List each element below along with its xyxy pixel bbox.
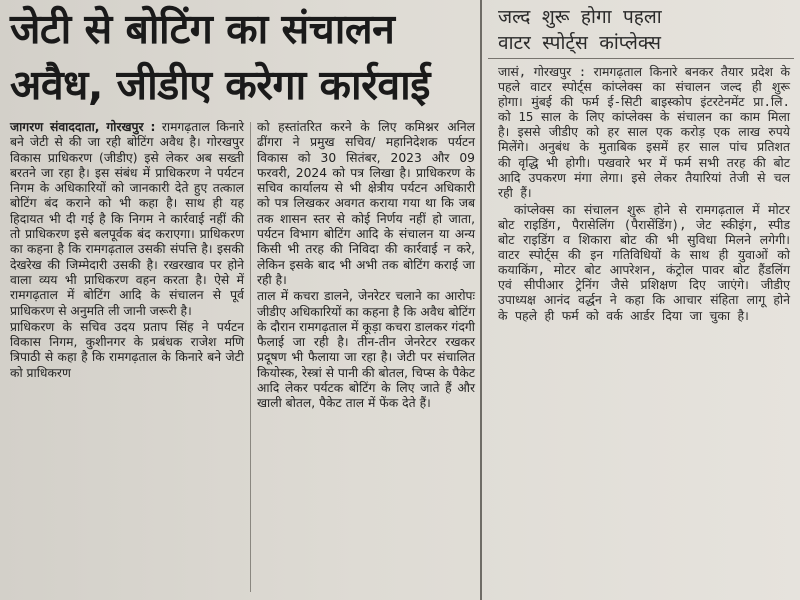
paragraph-text: को हस्तांतरित करने के लिए कमिश्नर अनिल ढींगरा ने प्रमुख सचिव/ महानिदेशक पर्यटन विकास को 30 सितंबर, 2023 और 09 फरवरी, 2024 को पत्र लिखा है। प्राधिकरण के सचिव कार्यालय से भी क्षेत्रीय पर्यटन अधिकारी को पत्र लिखकर अवगत कराया गया था कि जब तक शासन स्तर से कोई निर्णय नहीं हो जाता, पर्यटन विभाग बोटिंग आदि के संचालन या अन्य किसी भी तरह की निविदा की कार्रवाई न करे, लेकिन इसके बाद भी अभी तक बोटिंग कराई जा रही है। <box>257 120 475 287</box>
side-article <box>488 0 794 600</box>
paragraph <box>257 289 475 411</box>
side-headline-rule <box>488 58 794 59</box>
paragraph: जासं, गोरखपुर : रामगढ़ताल किनारे बनकर तैयार प्रदेश के पहले वाटर स्पोर्ट्स कांप्लेक्स का संचालन जल्द ही शुरू होगा। मुंबई की फर्म ई-सिटी बाइस्कोप इंटरटेनमेंट प्रा.लि. को 15 साल के लिए कांप्लेक्स के संचालन का काम मिला है। इससे जीडीए को हर साल एक करोड़ एक लाख रुपये मिलेंगे। अनुबंध के मुताबिक इसमें हर साल पांच प्रतिशत की वृद्धि भी होगी। पखवारे भर में फर्म सभी तरह की बोट आदि उपकरण मंगा लेगा। इसे लेकर तैयारियां तेजी से चल रही हैं। <box>498 64 790 200</box>
byline: जागरण संवाददाता, गोरखपुर : <box>10 120 156 134</box>
article-divider <box>480 0 482 600</box>
paragraph-text: ताल में कचरा डालने, जेनरेटर चलाने का आरोपः जीडीए अधिकारियों का कहना है कि अवैध बोटिंग के दौरान रामगढ़ताल में कूड़ा कचरा डालकर गंदगी फैलाई जा रही है। तीन-तीन जेनरेटर रखकर प्रदूषण भी फैलाया जा रहा है। जेटी पर संचालित कियोस्क, रेस्त्रां से पानी की बोतल, चिप्स के पैकेट आदि लेकर पर्यटक बोटिंग के लिए जाते हैं और खाली बोतल, पैकेट ताल में फेंक देते हैं। <box>257 289 475 411</box>
paragraph: कांप्लेक्स का संचालन शुरू होने से रामगढ़ताल में मोटर बोट राइडिंग, पैरासेलिंग (पैरासेंडिंग), जेट स्कीइंग, स्पीड बोट राइडिंग व शिकारा बोट की भी सुविधा मिलने लगेगी। वाटर स्पोर्ट्स की इन गतिविधियों के साथ ही युवाओं को कयाकिंग, मोटर बोट आपरेशन, कंट्रोल पावर बोट हैंडलिंग एवं सीपीआर ट्रेनिंग जैसे प्रशिक्षण दिए जाएंगे। जीडीए उपाध्यक्ष आनंद वर्द्धन ने कहा कि आचार संहिता लागू होने के पहले ही फर्म को वर्क आर्डर दिया जा चुका है। <box>498 201 790 323</box>
headline-line-2: अवैध, जीडीए करेगा कार्रवाई <box>10 61 430 109</box>
paragraph-text: प्राधिकरण के सचिव उदय प्रताप सिंह ने पर्यटन विकास निगम, कुशीनगर के प्रबंधक राजेश मणि त्रिपाठी से कहा है कि रामगढ़ताल के किनारे बने जेटी को प्राधिकरण <box>10 319 244 380</box>
headline-line-1: जेटी से बोटिंग का संचालन <box>10 5 395 53</box>
side-headline-line-2: वाटर स्पोर्ट्स कांप्लेक्स <box>498 32 661 54</box>
paragraph-text: रामगढ़ताल किनारे बने जेटी से की जा रही बोटिंग अवैध है। गोरखपुर विकास प्राधिकरण (जीडीए) इसे लेकर अब सख्ती बरतने जा रहा है। इस संबंध में प्राधिकरण ने पर्यटन निगम के अधिकारियों को जानकारी देते हुए तत्काल बोटिंग बंद कराने को भी कहा है। साथ ही यह हिदायत भी दी गई है कि निगम ने कार्रवाई नहीं की तो प्राधिकरण इसे बलपूर्वक बंद कराएगा। प्राधिकरण का कहना है कि रामगढ़ताल उसकी संपत्ति है। इसकी देखरेख की जिम्मेदारी उसकी है। रखरखाव पर होने वाला व्यय भी प्राधिकरण वहन करता है। ऐसे में रामगढ़ताल में बोटिंग आदि के संचालन से पूर्व प्राधिकरण से अनुमति ली जानी जरूरी है। <box>10 120 244 318</box>
column-rule <box>250 122 251 592</box>
side-headline-line-1: जल्द शुरू होगा पहला <box>498 6 662 28</box>
article-column-2 <box>257 120 475 412</box>
paragraph <box>10 120 244 319</box>
paragraph <box>10 320 244 381</box>
paragraph <box>257 120 475 288</box>
side-article-body <box>498 64 790 323</box>
article-column-1 <box>10 120 244 381</box>
